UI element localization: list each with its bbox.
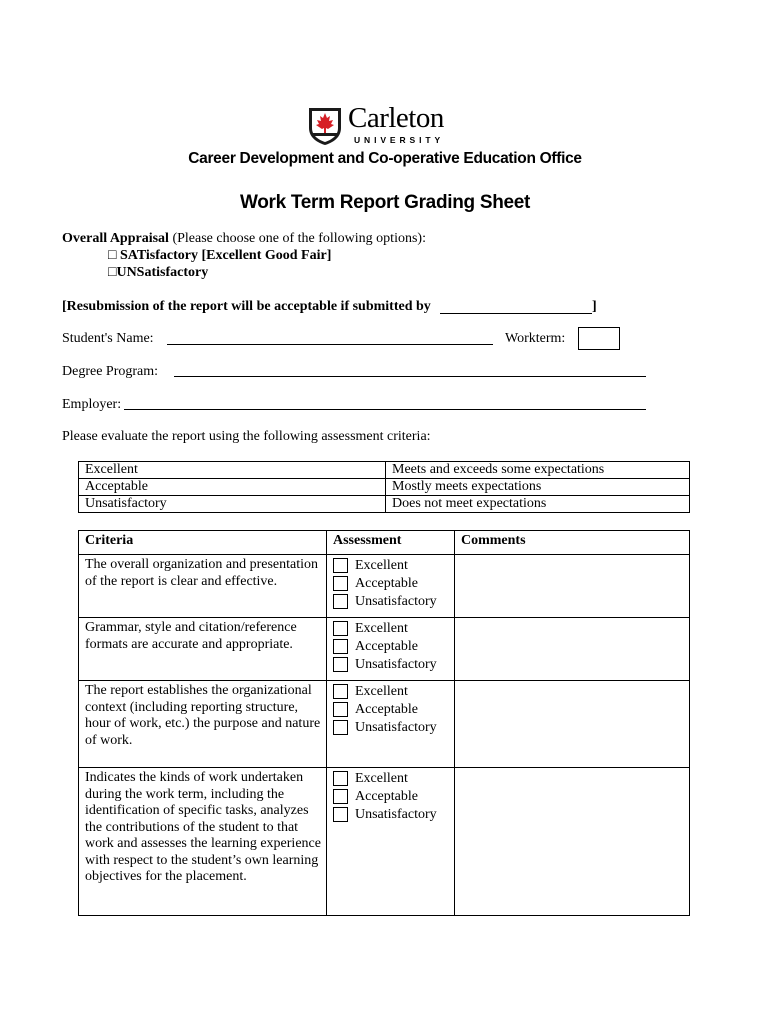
criteria-table — [78, 530, 690, 916]
resubmission-text: [Resubmission of the report will be acceptable if submitted by — [62, 299, 431, 314]
appraisal-label: Overall Appraisal — [62, 231, 169, 246]
checkbox-icon — [333, 771, 348, 786]
checkbox-icon — [333, 594, 348, 609]
checkbox-acceptable[interactable]: Acceptable — [333, 638, 454, 656]
checkbox-acceptable[interactable]: Acceptable — [333, 788, 454, 806]
option-unsatisfactory[interactable]: □UNSatisfactory — [108, 265, 209, 280]
student-name-label: Student's Name: — [62, 331, 154, 346]
logo-university: UNIVERSITY — [354, 135, 445, 145]
resubmission-close: ] — [592, 299, 597, 314]
workterm-label: Workterm: — [505, 331, 566, 346]
checkbox-excellent[interactable]: Excellent — [333, 620, 454, 638]
table-row — [79, 496, 690, 513]
option-satisfactory[interactable]: □ SATisfactory [Excellent Good Fair] — [108, 248, 332, 263]
student-name-field[interactable] — [167, 344, 493, 345]
checkbox-icon — [333, 702, 348, 717]
checkbox-acceptable[interactable]: Acceptable — [333, 575, 454, 593]
checkbox-icon — [333, 558, 348, 573]
header-criteria: Criteria — [79, 531, 327, 555]
scale-meaning: Mostly meets expectations — [386, 479, 690, 496]
workterm-box[interactable] — [578, 327, 620, 350]
scale-meaning: Meets and exceeds some expectations — [386, 462, 690, 479]
checkbox-icon — [333, 639, 348, 654]
logo-wordmark: Carleton — [348, 102, 444, 134]
carleton-logo — [308, 104, 468, 148]
checkbox-icon — [333, 720, 348, 735]
evaluation-instructions: Please evaluate the report using the following assessment criteria: — [62, 429, 431, 444]
table-header-row — [79, 531, 690, 555]
appraisal-line — [62, 231, 426, 247]
table-row — [79, 479, 690, 496]
scale-rating: Excellent — [79, 462, 386, 479]
comments-cell[interactable] — [455, 681, 690, 768]
criterion-text: The report establishes the organizational context (including reporting structure, hour of work, etc.) the purpose and nature of work. — [79, 681, 327, 768]
appraisal-instruction: (Please choose one of the following options): — [168, 231, 426, 246]
checkbox-acceptable[interactable]: Acceptable — [333, 701, 454, 719]
checkbox-unsatisfactory[interactable]: Unsatisfactory — [333, 719, 454, 737]
assessment-cell — [327, 681, 455, 768]
degree-program-field[interactable] — [174, 376, 646, 377]
scale-rating: Unsatisfactory — [79, 496, 386, 513]
checkbox-icon — [333, 576, 348, 591]
degree-program-label: Degree Program: — [62, 364, 159, 379]
header-comments: Comments — [455, 531, 690, 555]
scale-meaning: Does not meet expectations — [386, 496, 690, 513]
comments-cell[interactable] — [455, 555, 690, 618]
resubmission-date-line[interactable] — [440, 313, 592, 314]
criterion-text: The overall organization and presentation of the report is clear and effective. — [79, 555, 327, 618]
table-row — [79, 555, 690, 618]
checkbox-excellent[interactable]: Excellent — [333, 557, 454, 575]
checkbox-icon — [333, 684, 348, 699]
criterion-text: Indicates the kinds of work undertaken during the work term, including the identification of specific tasks, analyzes the contributions of the student to that work and assesses the learning experience with respect to the student’s own learning objectives for the placement. — [79, 768, 327, 916]
checkbox-unsatisfactory[interactable]: Unsatisfactory — [333, 806, 454, 824]
table-row — [79, 618, 690, 681]
assessment-cell — [327, 555, 455, 618]
checkbox-excellent[interactable]: Excellent — [333, 683, 454, 701]
header-assessment: Assessment — [327, 531, 455, 555]
criterion-text: Grammar, style and citation/reference formats are accurate and appropriate. — [79, 618, 327, 681]
office-name: Career Development and Co-operative Education Office — [188, 150, 582, 167]
checkbox-icon — [333, 789, 348, 804]
scale-rating: Acceptable — [79, 479, 386, 496]
comments-cell[interactable] — [455, 618, 690, 681]
checkbox-icon — [333, 621, 348, 636]
rating-scale-table — [78, 461, 690, 513]
comments-cell[interactable] — [455, 768, 690, 916]
shield-icon — [308, 106, 342, 146]
checkbox-unsatisfactory[interactable]: Unsatisfactory — [333, 656, 454, 674]
checkbox-unsatisfactory[interactable]: Unsatisfactory — [333, 593, 454, 611]
page-title: Work Term Report Grading Sheet — [239, 192, 531, 213]
assessment-cell — [327, 768, 455, 916]
table-row — [79, 681, 690, 768]
employer-field[interactable] — [124, 409, 646, 410]
employer-label: Employer: — [62, 397, 122, 412]
assessment-cell — [327, 618, 455, 681]
table-row — [79, 768, 690, 916]
checkbox-icon — [333, 807, 348, 822]
checkbox-icon — [333, 657, 348, 672]
checkbox-excellent[interactable]: Excellent — [333, 770, 454, 788]
table-row — [79, 462, 690, 479]
